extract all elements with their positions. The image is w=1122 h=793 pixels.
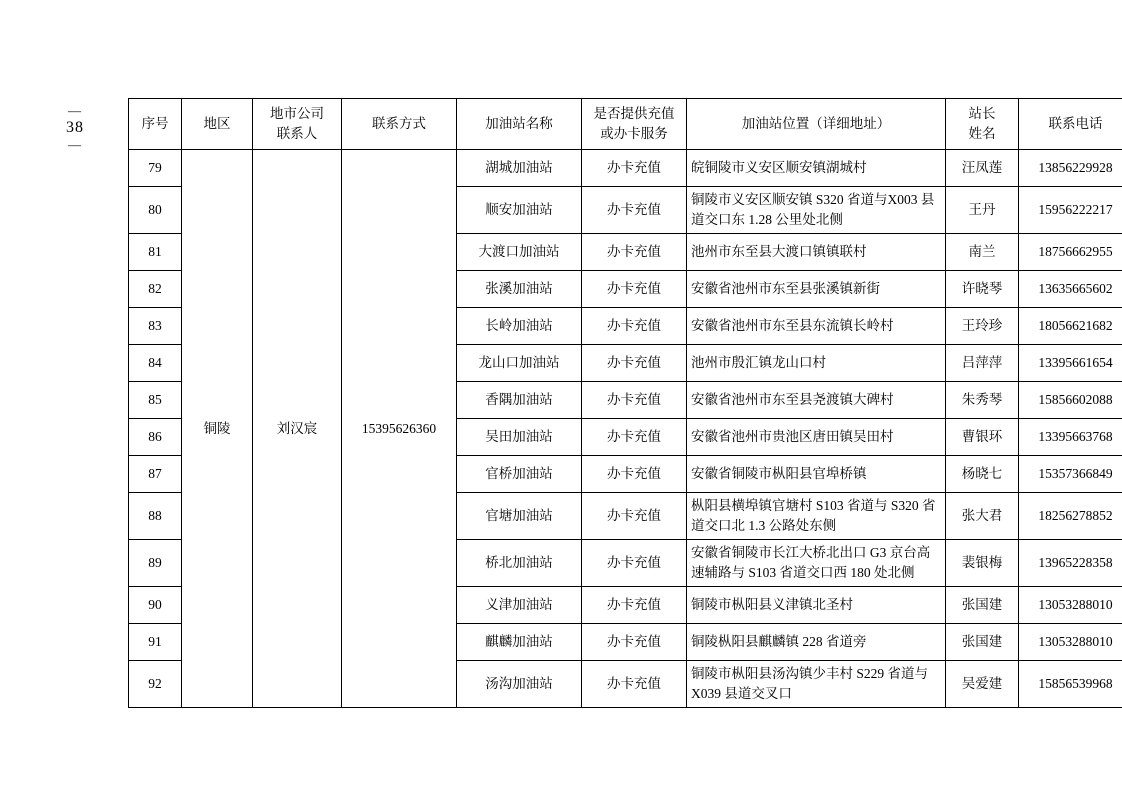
cell-service: 办卡充值 bbox=[582, 540, 687, 587]
cell-tel: 15856602088 bbox=[1019, 382, 1122, 419]
cell-station: 顺安加油站 bbox=[457, 187, 582, 234]
cell-index: 89 bbox=[129, 540, 182, 587]
cell-station: 吴田加油站 bbox=[457, 419, 582, 456]
cell-phone-way-merged: 15395626360 bbox=[342, 150, 457, 708]
cell-address: 安徽省池州市东至县东流镇长岭村 bbox=[687, 308, 946, 345]
cell-manager: 张国建 bbox=[946, 624, 1019, 661]
cell-service: 办卡充值 bbox=[582, 493, 687, 540]
cell-tel: 15357366849 bbox=[1019, 456, 1122, 493]
header-index bbox=[129, 99, 182, 150]
cell-manager: 吴爱建 bbox=[946, 661, 1019, 708]
header-manager bbox=[946, 99, 1019, 150]
cell-tel: 15956222217 bbox=[1019, 187, 1122, 234]
cell-station: 官桥加油站 bbox=[457, 456, 582, 493]
table-header-row bbox=[129, 99, 1122, 150]
table-row bbox=[129, 150, 1122, 187]
cell-service: 办卡充值 bbox=[582, 624, 687, 661]
cell-station: 义津加油站 bbox=[457, 587, 582, 624]
gas-station-table bbox=[128, 98, 1122, 708]
cell-manager: 王丹 bbox=[946, 187, 1019, 234]
cell-contact-merged: 刘汉宸 bbox=[253, 150, 342, 708]
header-service-line2: 或办卡服务 bbox=[600, 126, 668, 141]
page-number bbox=[48, 104, 102, 152]
cell-index: 85 bbox=[129, 382, 182, 419]
cell-service: 办卡充值 bbox=[582, 150, 687, 187]
header-manager-line1: 站长 bbox=[968, 106, 996, 121]
cell-manager: 许晓琴 bbox=[946, 271, 1019, 308]
cell-service: 办卡充值 bbox=[582, 234, 687, 271]
cell-tel: 13395661654 bbox=[1019, 345, 1122, 382]
cell-tel: 15856539968 bbox=[1019, 661, 1122, 708]
header-area: 地区 bbox=[182, 99, 253, 150]
cell-service: 办卡充值 bbox=[582, 661, 687, 708]
table-body bbox=[129, 150, 1122, 708]
cell-index: 81 bbox=[129, 234, 182, 271]
cell-tel: 18056621682 bbox=[1019, 308, 1122, 345]
cell-address: 枞阳县横埠镇官塘村 S103 省道与 S320 省道交口北 1.3 公路处东侧 bbox=[687, 493, 946, 540]
cell-manager: 曹银环 bbox=[946, 419, 1019, 456]
cell-address: 铜陵市枞阳县义津镇北圣村 bbox=[687, 587, 946, 624]
cell-tel: 18256278852 bbox=[1019, 493, 1122, 540]
header-phone-way: 联系方式 bbox=[342, 99, 457, 150]
cell-station: 麒麟加油站 bbox=[457, 624, 582, 661]
cell-address: 安徽省铜陵市枞阳县官埠桥镇 bbox=[687, 456, 946, 493]
cell-address: 铜陵市义安区顺安镇 S320 省道与X003 县道交口东 1.28 公里处北侧 bbox=[687, 187, 946, 234]
cell-address: 铜陵枞阳县麒麟镇 228 省道旁 bbox=[687, 624, 946, 661]
cell-index: 86 bbox=[129, 419, 182, 456]
cell-station: 张溪加油站 bbox=[457, 271, 582, 308]
cell-index: 90 bbox=[129, 587, 182, 624]
cell-station: 大渡口加油站 bbox=[457, 234, 582, 271]
cell-index: 79 bbox=[129, 150, 182, 187]
cell-station: 香隅加油站 bbox=[457, 382, 582, 419]
header-station: 加油站名称 bbox=[457, 99, 582, 150]
cell-tel: 13395663768 bbox=[1019, 419, 1122, 456]
cell-address: 铜陵市枞阳县汤沟镇少丰村 S229 省道与 X039 县道交叉口 bbox=[687, 661, 946, 708]
cell-index: 83 bbox=[129, 308, 182, 345]
cell-address: 安徽省池州市贵池区唐田镇吴田村 bbox=[687, 419, 946, 456]
cell-manager: 张大君 bbox=[946, 493, 1019, 540]
cell-station: 桥北加油站 bbox=[457, 540, 582, 587]
cell-address: 安徽省铜陵市长江大桥北出口 G3 京台高速辅路与 S103 省道交口西 180 处北侧 bbox=[687, 540, 946, 587]
cell-station: 长岭加油站 bbox=[457, 308, 582, 345]
cell-address: 池州市东至县大渡口镇镇联村 bbox=[687, 234, 946, 271]
cell-index: 92 bbox=[129, 661, 182, 708]
cell-index: 88 bbox=[129, 493, 182, 540]
cell-station: 湖城加油站 bbox=[457, 150, 582, 187]
cell-station: 龙山口加油站 bbox=[457, 345, 582, 382]
page-number-value: 38 bbox=[66, 119, 84, 136]
header-contact-line2: 联系人 bbox=[276, 126, 318, 141]
cell-address: 安徽省池州市东至县尧渡镇大碑村 bbox=[687, 382, 946, 419]
cell-service: 办卡充值 bbox=[582, 456, 687, 493]
cell-tel: 13856229928 bbox=[1019, 150, 1122, 187]
cell-address: 池州市殷汇镇龙山口村 bbox=[687, 345, 946, 382]
cell-service: 办卡充值 bbox=[582, 271, 687, 308]
cell-tel: 13635665602 bbox=[1019, 271, 1122, 308]
cell-service: 办卡充值 bbox=[582, 345, 687, 382]
cell-index: 91 bbox=[129, 624, 182, 661]
page-number-dash-bottom: — bbox=[68, 137, 82, 152]
header-tel: 联系电话 bbox=[1019, 99, 1122, 150]
cell-manager: 汪凤莲 bbox=[946, 150, 1019, 187]
cell-service: 办卡充值 bbox=[582, 382, 687, 419]
cell-index: 80 bbox=[129, 187, 182, 234]
cell-service: 办卡充值 bbox=[582, 419, 687, 456]
cell-station: 汤沟加油站 bbox=[457, 661, 582, 708]
cell-manager: 杨晓七 bbox=[946, 456, 1019, 493]
cell-service: 办卡充值 bbox=[582, 587, 687, 624]
cell-manager: 裴银梅 bbox=[946, 540, 1019, 587]
header-address: 加油站位置（详细地址） bbox=[687, 99, 946, 150]
header-index-label: 序号 bbox=[141, 116, 169, 131]
cell-manager: 张国建 bbox=[946, 587, 1019, 624]
header-manager-line2: 姓名 bbox=[968, 126, 996, 141]
header-service bbox=[582, 99, 687, 150]
cell-area-merged: 铜陵 bbox=[182, 150, 253, 708]
header-contact-line1: 地市公司 bbox=[270, 106, 324, 121]
cell-manager: 王玲珍 bbox=[946, 308, 1019, 345]
cell-service: 办卡充值 bbox=[582, 308, 687, 345]
cell-tel: 18756662955 bbox=[1019, 234, 1122, 271]
cell-address: 皖铜陵市义安区顺安镇湖城村 bbox=[687, 150, 946, 187]
cell-address: 安徽省池州市东至县张溪镇新街 bbox=[687, 271, 946, 308]
cell-tel: 13965228358 bbox=[1019, 540, 1122, 587]
header-contact bbox=[253, 99, 342, 150]
cell-manager: 吕萍萍 bbox=[946, 345, 1019, 382]
cell-index: 87 bbox=[129, 456, 182, 493]
cell-tel: 13053288010 bbox=[1019, 587, 1122, 624]
cell-index: 82 bbox=[129, 271, 182, 308]
header-service-line1: 是否提供充值 bbox=[593, 106, 675, 121]
cell-manager: 朱秀琴 bbox=[946, 382, 1019, 419]
cell-index: 84 bbox=[129, 345, 182, 382]
cell-station: 官塘加油站 bbox=[457, 493, 582, 540]
cell-tel: 13053288010 bbox=[1019, 624, 1122, 661]
page-number-dash-top: — bbox=[68, 103, 82, 118]
cell-service: 办卡充值 bbox=[582, 187, 687, 234]
cell-manager: 南兰 bbox=[946, 234, 1019, 271]
table-header bbox=[129, 99, 1122, 150]
